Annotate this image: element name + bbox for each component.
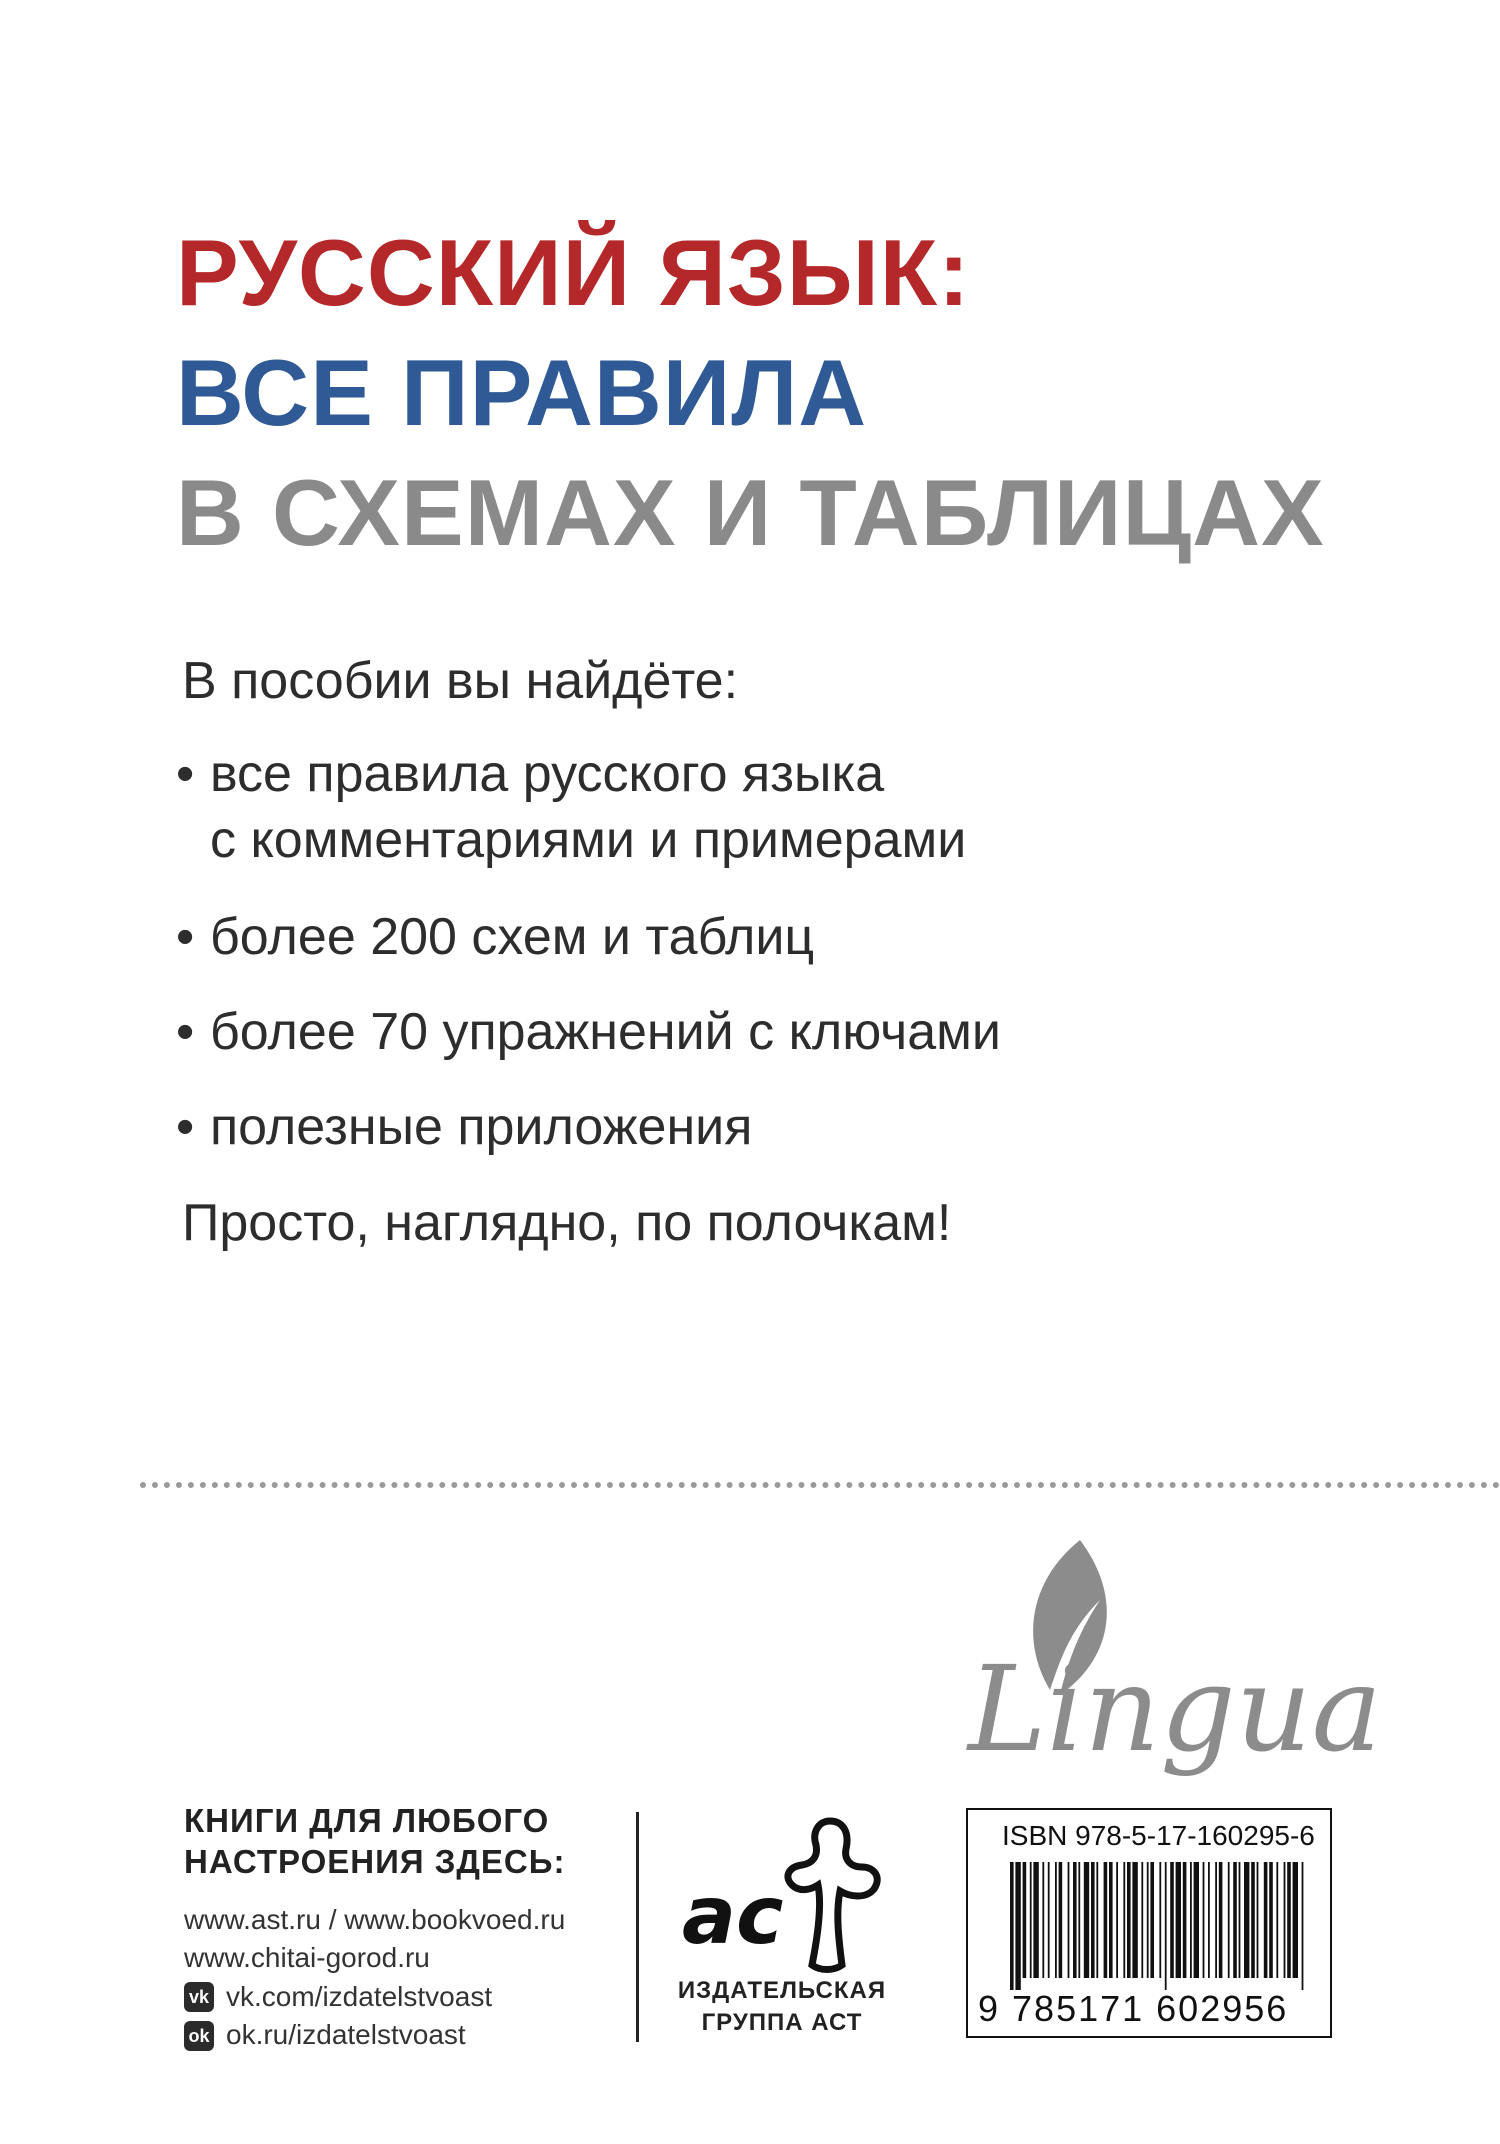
title-line-1: РУССКИЙ ЯЗЫК: <box>176 220 971 325</box>
lingua-series-logo <box>960 1520 1382 1790</box>
lingua-text: Lingua <box>968 1640 1382 1778</box>
barcode-bar <box>1068 1862 1070 1978</box>
ast-logo-text: ac <box>682 1869 784 1962</box>
vk-icon: vk <box>184 1982 214 2012</box>
barcode-bar <box>1251 1862 1255 1978</box>
barcode-bar <box>1170 1862 1174 1978</box>
barcode-bar <box>1302 1862 1304 1990</box>
barcode-bar <box>1293 1862 1298 1978</box>
bullet-mark: • <box>176 1098 195 1156</box>
barcode-bar <box>1276 1862 1278 1978</box>
barcode-bar <box>1033 1862 1038 1978</box>
barcode-bar <box>1150 1862 1154 1978</box>
barcode-bar <box>1096 1862 1098 1978</box>
publisher-caption <box>662 1975 902 2040</box>
publisher-caption-line-1: ИЗДАТЕЛЬСКАЯ <box>677 1977 887 2004</box>
barcode-bar <box>1215 1862 1217 1978</box>
bullet-text-line-1: все правила русского языка <box>210 745 885 803</box>
barcode-bar <box>1257 1862 1259 1978</box>
barcode-bar <box>1203 1862 1205 1978</box>
shop-url-line-1[interactable]: www.ast.ru / www.bookvoed.ru <box>184 1903 566 1935</box>
barcode-icon <box>1008 1862 1308 1990</box>
barcode-bar <box>1084 1862 1089 1978</box>
barcode-bar <box>1132 1862 1137 1978</box>
barcode-bar <box>1147 1862 1149 1978</box>
vk-link[interactable] <box>184 1978 624 2017</box>
barcode-bar <box>1190 1862 1192 1978</box>
barcode-bar <box>1269 1862 1273 1978</box>
bullet-text: более 70 упражнений с ключами <box>210 1003 1001 1061</box>
barcode-bar <box>1228 1862 1230 1978</box>
barcode-bar <box>1010 1862 1014 1990</box>
ok-icon: ok <box>184 2021 214 2051</box>
closing-slogan: Просто, наглядно, по полочкам! <box>182 1194 952 1252</box>
barcode-bar <box>1059 1862 1063 1978</box>
barcode-bar <box>1208 1862 1210 1978</box>
barcode-bar <box>1048 1862 1050 1978</box>
barcode-bar <box>1015 1862 1020 1990</box>
barcode-bar <box>1116 1862 1118 1978</box>
barcode-bar <box>1141 1862 1143 1978</box>
dotted-divider <box>140 1482 1500 1488</box>
bullet-mark: • <box>176 745 195 803</box>
bullet-text <box>210 742 966 873</box>
barcode-bar <box>1244 1862 1249 1978</box>
barcode-bar <box>1030 1862 1032 1978</box>
ok-link-text: ok.ru/izdatelstvoast <box>226 2019 466 2051</box>
barcode-bar <box>1183 1862 1187 1978</box>
description-intro: В пособии вы найдёте: <box>182 652 739 710</box>
shop-heading-line-2: НАСТРОЕНИЯ ЗДЕСЬ: <box>184 1843 566 1881</box>
barcode-bar <box>1233 1862 1237 1978</box>
shop-info <box>184 1800 624 2055</box>
barcode-bar <box>1239 1862 1241 1978</box>
barcode-bar <box>1127 1862 1131 1978</box>
barcode-bar <box>1073 1862 1077 1978</box>
isbn-label: ISBN 978-5-17-160295-6 <box>1002 1820 1315 1851</box>
barcode-bar <box>1284 1862 1286 1978</box>
barcode-bar <box>1287 1862 1291 1978</box>
bullet-mark: • <box>176 908 195 966</box>
publisher-caption-line-2: ГРУППА АСТ <box>701 2009 863 2037</box>
bullet-mark: • <box>176 1003 195 1061</box>
shop-heading-line-1: КНИГИ ДЛЯ ЛЮБОГО <box>184 1802 550 1839</box>
barcode-bar <box>1078 1862 1080 1978</box>
barcode-bar <box>1194 1862 1199 1978</box>
barcode-digits: 9 785171 602956 <box>978 1988 1289 2029</box>
barcode-bar <box>1055 1862 1057 1978</box>
barcode-bar <box>1264 1862 1268 1978</box>
bullet-text-line-2: с комментариями и примерами <box>210 810 967 869</box>
barcode-bar <box>1091 1862 1095 1978</box>
barcode-bar <box>1159 1862 1161 1978</box>
barcode-bar <box>1042 1862 1044 1978</box>
ast-figure-icon <box>788 1821 877 1970</box>
barcode-bar <box>1109 1862 1113 1978</box>
ok-link[interactable] <box>184 2016 624 2055</box>
bullet-text: более 200 схем и таблиц <box>210 908 815 966</box>
ast-publisher-logo <box>680 1815 890 1985</box>
barcode-bar <box>1123 1862 1125 1978</box>
shop-url-line-2[interactable]: www.chitai-gorod.ru <box>184 1942 430 1974</box>
bullet-text: полезные приложения <box>210 1098 753 1156</box>
barcode-bar <box>1023 1862 1027 1978</box>
title-line-3: В СХЕМАХ И ТАБЛИЦАХ <box>176 460 1325 565</box>
barcode-bar <box>1176 1862 1181 1978</box>
vertical-separator <box>636 1812 639 2042</box>
barcode-bar <box>1219 1862 1223 1978</box>
barcode-bar <box>1104 1862 1108 1978</box>
isbn-barcode-box <box>966 1808 1332 2038</box>
title-line-2: ВСЕ ПРАВИЛА <box>176 340 868 445</box>
barcode-bar <box>1165 1862 1167 1990</box>
vk-link-text: vk.com/izdatelstvoast <box>226 1980 493 2012</box>
